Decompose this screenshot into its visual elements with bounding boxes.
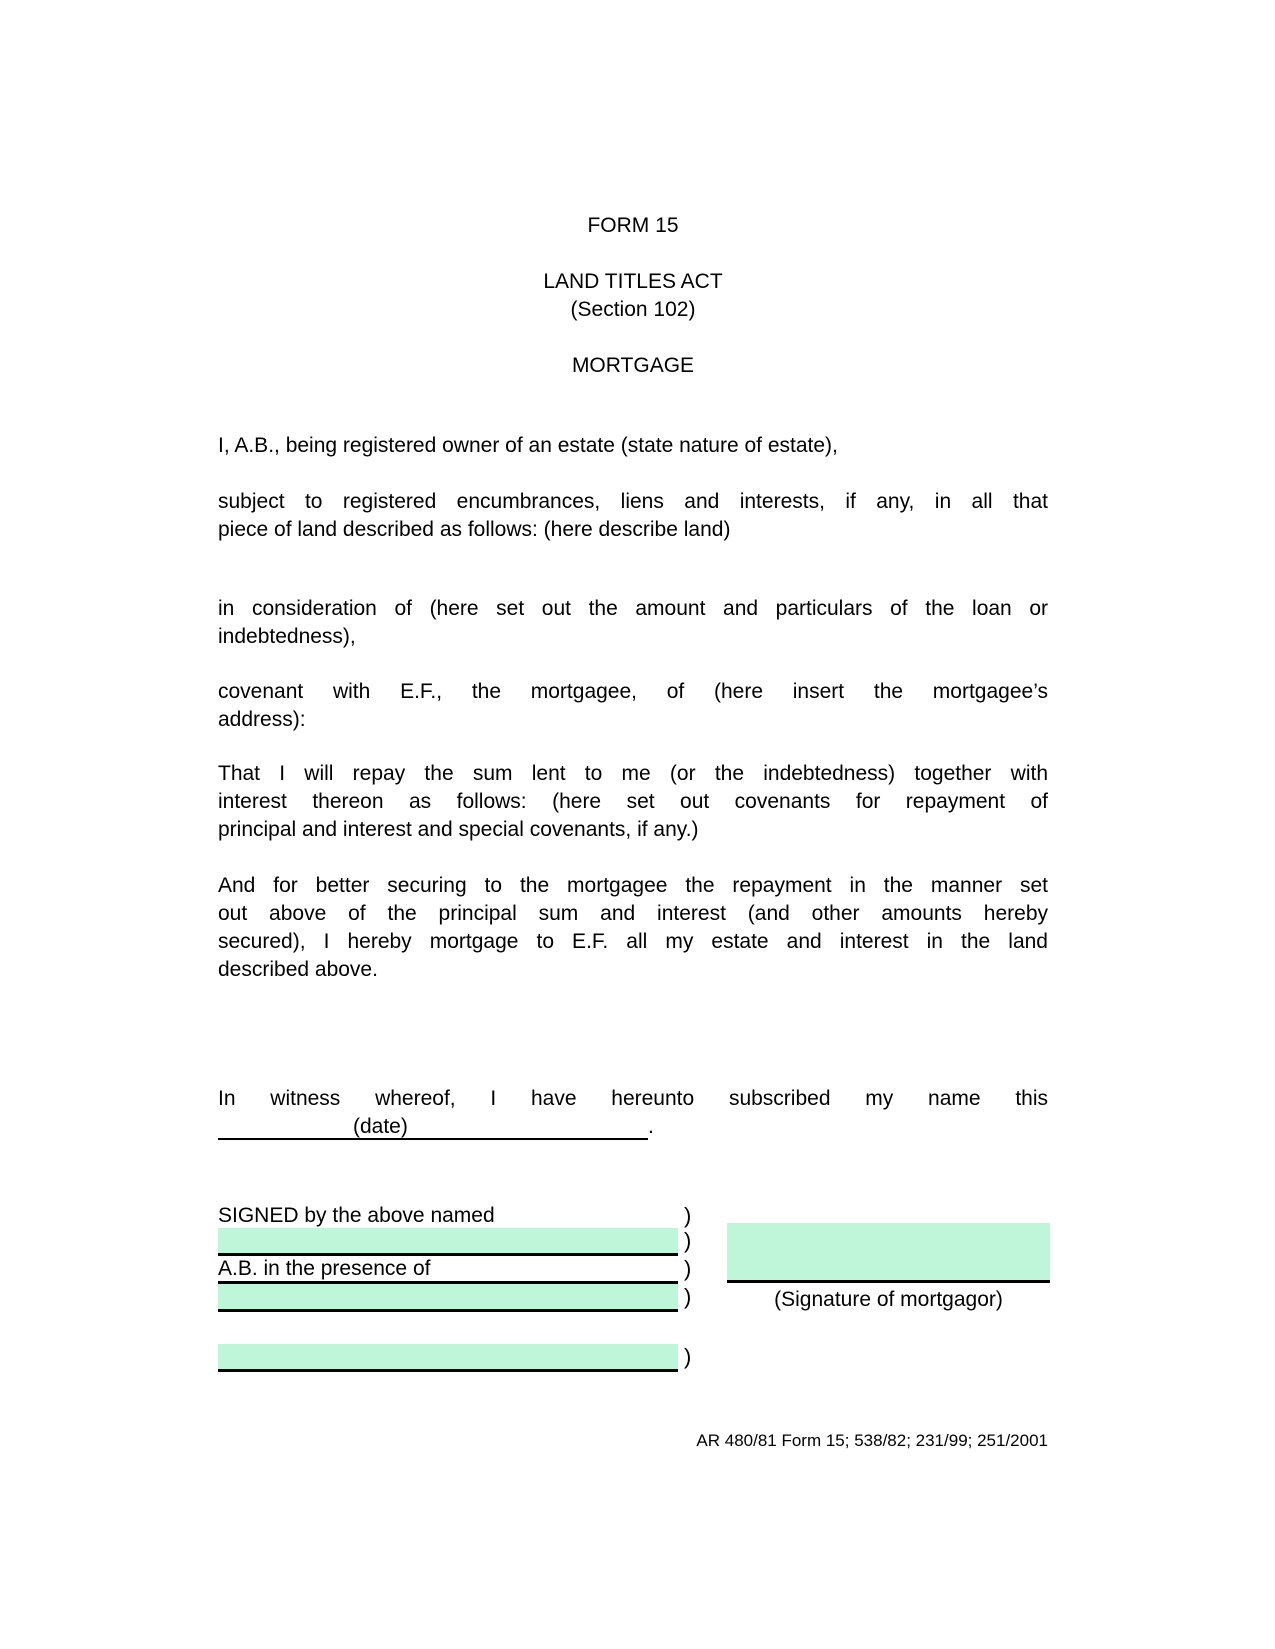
text-line: indebtedness), bbox=[218, 625, 356, 648]
paragraph-witness bbox=[218, 1085, 1048, 1141]
signed-by-label: SIGNED by the above named bbox=[218, 1204, 495, 1227]
document-title: MORTGAGE bbox=[571, 354, 695, 377]
act-title: LAND TITLES ACT bbox=[543, 270, 723, 293]
witness-signature-field-1[interactable] bbox=[218, 1228, 678, 1256]
text-line: In witness whereof, I have hereunto subscribed my name this bbox=[218, 1087, 1048, 1110]
act-section: (Section 102) bbox=[570, 298, 696, 321]
mortgagor-signature-field[interactable] bbox=[727, 1223, 1050, 1283]
text-line: piece of land described as follows: (here describe land) bbox=[218, 518, 731, 541]
paragraph-owner-declaration bbox=[218, 432, 1048, 460]
attestation-column bbox=[218, 1203, 718, 1372]
document-content bbox=[218, 0, 1048, 1452]
signed-by-row bbox=[218, 1203, 718, 1228]
paragraph-encumbrances bbox=[218, 488, 1048, 544]
text-line: I, A.B., being registered owner of an estate (state nature of estate), bbox=[218, 434, 838, 457]
text-line: described above. bbox=[218, 958, 378, 981]
text-line: That I will repay the sum lent to me (or the indebtedness) together with bbox=[218, 762, 1048, 785]
paragraph-securing bbox=[218, 872, 1048, 984]
text-line: covenant with E.F., the mortgagee, of (here insert the mortgagee’s bbox=[218, 680, 1048, 703]
paragraph-covenant bbox=[218, 678, 1048, 734]
date-label: (date) bbox=[353, 1115, 408, 1138]
row-spacer bbox=[218, 1312, 718, 1344]
date-line bbox=[218, 1113, 1048, 1141]
witness-signature-field-2[interactable] bbox=[218, 1284, 678, 1312]
date-blank-field[interactable] bbox=[218, 1113, 648, 1140]
brace-paren: ) bbox=[684, 1344, 692, 1369]
mortgagor-signature-column bbox=[727, 1223, 1050, 1314]
witness-field-row bbox=[218, 1344, 718, 1372]
text-line: interest thereon as follows: (here set out covenants for repayment of bbox=[218, 790, 1048, 813]
paragraph-consideration bbox=[218, 595, 1048, 651]
sentence-period: . bbox=[648, 1115, 654, 1138]
text-line: subject to registered encumbrances, liens and interests, if any, in all that bbox=[218, 490, 1048, 513]
text-line: address): bbox=[218, 708, 306, 731]
brace-paren: ) bbox=[684, 1228, 692, 1253]
text-line: And for better securing to the mortgagee the repayment in the manner set bbox=[218, 874, 1048, 897]
witness-field-row bbox=[218, 1228, 718, 1256]
act-title-block bbox=[218, 268, 1048, 324]
form-number: FORM 15 bbox=[587, 214, 679, 237]
brace-paren: ) bbox=[684, 1284, 692, 1309]
presence-label: A.B. in the presence of bbox=[218, 1256, 678, 1284]
witness-field-row bbox=[218, 1284, 718, 1312]
signature-block bbox=[218, 1203, 1048, 1375]
regulation-reference: AR 480/81 Form 15; 538/82; 231/99; 251/2001 bbox=[696, 1431, 1048, 1450]
brace-paren: ) bbox=[684, 1256, 692, 1281]
signature-caption: (Signature of mortgagor) bbox=[774, 1288, 1003, 1311]
brace-paren: ) bbox=[684, 1203, 692, 1228]
text-line: principal and interest and special covenants, if any.) bbox=[218, 818, 699, 841]
witness-signature-field-3[interactable] bbox=[218, 1344, 678, 1372]
paragraph-repayment bbox=[218, 760, 1048, 844]
text-line: secured), I hereby mortgage to E.F. all my estate and interest in the land bbox=[218, 930, 1048, 953]
text-line: out above of the principal sum and interest (and other amounts hereby bbox=[218, 902, 1048, 925]
text-line: in consideration of (here set out the amount and particulars of the loan or bbox=[218, 597, 1048, 620]
presence-row bbox=[218, 1256, 718, 1284]
